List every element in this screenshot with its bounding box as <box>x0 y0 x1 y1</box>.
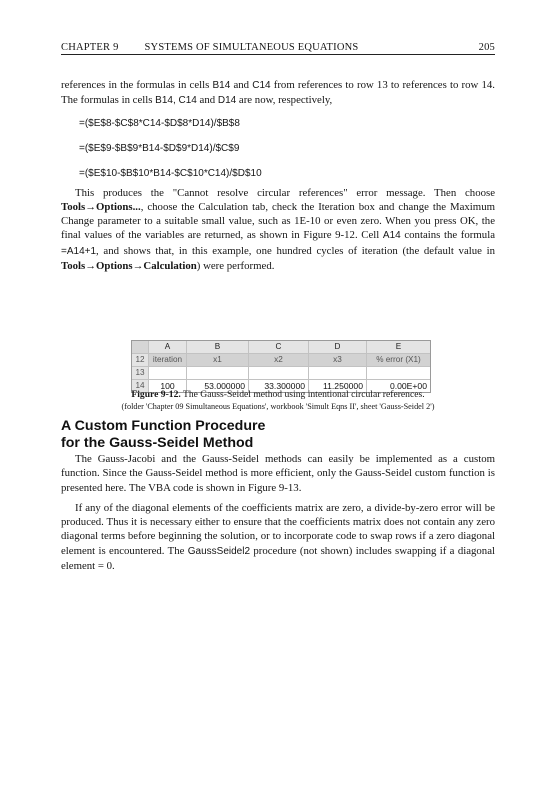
running-head <box>61 42 495 55</box>
sheet-cell <box>187 367 249 379</box>
spreadsheet-figure <box>131 340 431 393</box>
corner-cell <box>132 341 149 353</box>
body-text-top <box>61 78 495 273</box>
text-run: , and shows that, in this example, one hundred cycles of iteration (the default value in <box>96 244 495 257</box>
sheet-cell: 0.00E+00 <box>389 381 427 391</box>
text-run: are now, respectively, <box>236 94 333 107</box>
column-header: C <box>249 341 309 353</box>
sheet-cell <box>309 367 367 379</box>
sheet-cell: x1 <box>187 354 249 366</box>
diagonal-paragraph <box>61 501 495 573</box>
caption-text: The Gauss-Seidel method using intentional circular references. <box>180 389 425 400</box>
text-run: contains the formula <box>400 229 495 242</box>
formula-b14: =($E$8-$C$8*C14-$D$8*D14)/$B$8 <box>79 117 240 129</box>
row-number: 14 <box>132 380 149 392</box>
body-text-bottom <box>61 452 495 573</box>
section-heading-line-2: for the Gauss-Seidel Method <box>61 435 254 451</box>
sheet-cell: x2 <box>249 354 309 366</box>
intro-paragraph <box>61 78 495 109</box>
sheet-cell: 100 <box>149 380 187 392</box>
cell-ref: D14 <box>217 95 237 107</box>
menu-path: Tools→Options... <box>61 200 141 213</box>
sheet-cell: x3 <box>309 354 367 366</box>
figure-source: (folder 'Chapter 09 Simultaneous Equations', workbook 'Simult Eqns II', sheet 'Gauss-Seidel 2') <box>121 402 435 411</box>
text-run: This produces the "Cannot resolve circular references" error message. Then choose <box>75 186 495 199</box>
custom-function-paragraph: The Gauss-Jacobi and the Gauss-Seidel methods can easily be implemented as a custom function. Since the Gauss-Seidel method is more efficient, only the Gauss-Seidel custom function is presented here. The VBA code is shown in Figure 9-13. <box>61 453 495 494</box>
page-number: 205 <box>478 42 495 53</box>
chapter-label: CHAPTER 9 <box>61 42 119 53</box>
row-number: 13 <box>132 367 149 379</box>
text-run: and <box>230 79 253 91</box>
column-header: B <box>187 341 249 353</box>
text-run: and <box>196 94 218 107</box>
sheet-cell: iteration <box>149 354 187 366</box>
sheet-cell: 53.000000 <box>187 380 249 392</box>
cell-ref: A14 <box>382 230 401 242</box>
inline-formula: =A14+1 <box>61 245 97 257</box>
cell-ref: C14 <box>252 80 271 91</box>
row-number: 12 <box>132 354 149 366</box>
text-run: , choose the Calculation tab, check the Iteration box and change the Maximum Change parameter to a suitable small value, such as 1E-10 or even zero. When you press OK, the final values of the variables are returned, as shown in Figure 9-12. Cell <box>61 200 495 242</box>
caption-line <box>61 389 495 401</box>
column-header: E <box>367 341 430 353</box>
formula-c14: =($E$9-$B$9*B14-$D$9*D14)/$C$9 <box>79 142 240 154</box>
cell-ref: B14 <box>212 80 231 91</box>
menu-path: Tools→Options→Calculation <box>61 260 197 273</box>
formula-d14: =($E$10-$B$10*B14-$C$10*C14)/$D$10 <box>79 167 262 179</box>
sheet-row-13 <box>132 367 430 380</box>
sheet-cell <box>367 367 430 379</box>
figure-label: Figure 9-12. <box>131 389 181 400</box>
text-run: ) were performed. <box>196 260 275 273</box>
figure-caption <box>61 389 495 413</box>
text-run: references in the formulas in cells <box>61 79 213 91</box>
column-header: D <box>309 341 367 353</box>
column-header-row <box>132 341 430 354</box>
sheet-cell: 33.300000 <box>249 380 309 392</box>
section-heading <box>61 418 495 452</box>
cell-ref: B14, C14 <box>155 95 197 107</box>
sheet-cell <box>249 367 309 379</box>
sheet-cell: % error (X1) <box>367 354 430 366</box>
text-run: procedure (not shown) includes swapping if a diagonal element = 0. <box>61 544 495 573</box>
iteration-paragraph <box>61 186 495 274</box>
running-head-left <box>61 42 384 53</box>
sheet-row-12 <box>132 354 430 367</box>
column-header: A <box>149 341 187 353</box>
sheet-cell: 11.250000 <box>309 380 367 392</box>
section-heading-line-1: A Custom Function Procedure <box>61 418 266 434</box>
text-run: If any of the diagonal elements of the coefficients matrix are zero, a divide-by-zero error will be produced. Thus it is necessary either to ensure that the coefficients matrix does not contain any zero diagonal terms before beginning the solution, or to incorporate code to swap rows if a zero diagonal element is encountered. The <box>61 501 495 557</box>
chapter-title: SYSTEMS OF SIMULTANEOUS EQUATIONS <box>144 42 359 53</box>
procedure-name: GaussSeidel2 <box>187 545 251 557</box>
text-run: from references to row 13 to references to row 14. The formulas in cells <box>61 79 495 107</box>
sheet-cell <box>149 367 187 379</box>
